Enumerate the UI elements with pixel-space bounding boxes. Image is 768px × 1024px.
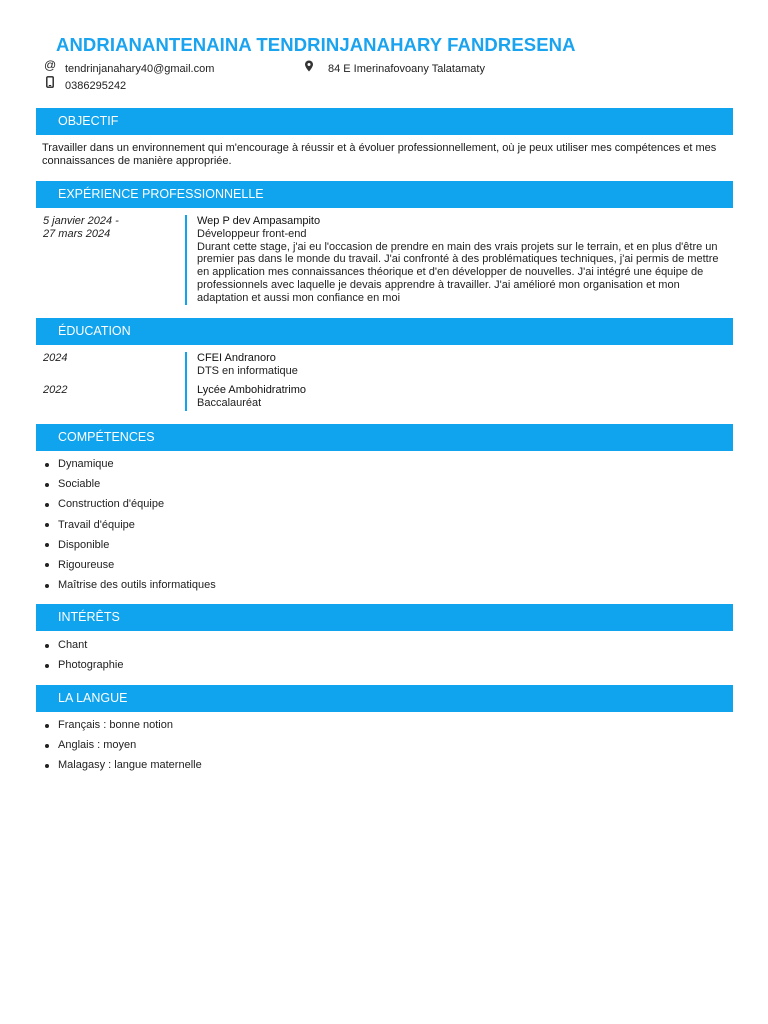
section-header-education: ÉDUCATION	[36, 318, 733, 345]
map-pin-icon	[303, 60, 315, 72]
address-text: 84 E Imerinafovoany Talatamaty	[328, 63, 485, 75]
list-item: Dynamique	[36, 454, 216, 474]
list-item: Photographie	[36, 655, 123, 675]
list-item: Travail d'équipe	[36, 515, 216, 535]
timeline-divider	[185, 215, 187, 305]
section-header-interests: INTÉRÊTS	[36, 604, 733, 631]
at-sign-icon: @	[44, 58, 57, 72]
mobile-phone-icon	[44, 76, 56, 88]
education-date: 2022	[43, 384, 68, 396]
education-school: CFEI Andranoro	[197, 352, 276, 364]
candidate-name: ANDRIANANTENAINA TENDRINJANAHARY FANDRESENA	[56, 34, 576, 55]
skills-list	[36, 454, 216, 595]
education-item	[197, 384, 732, 410]
education-school: Lycée Ambohidratrimo	[197, 384, 307, 396]
experience-description: Durant cette stage, j'ai eu l'occasion de prendre en main des vrais projets sur le terrain, et en plus d'être un premier pas dans le monde du travail. J'ai confronté à des problématiques techniques, j'ai permis de mettre en application mes connaissances théorique et d'en développer de nouvelles. J'ai intégré une équipe de professionnels avec laquelle je devais apprendre à travailler. J'ai amélioré mon organisation et mon adaptation et aussi mon confiance en moi	[197, 240, 719, 304]
experience-date: 5 janvier 2024 - 27 mars 2024	[43, 215, 119, 240]
experience-company: Wep P dev Ampasampito	[197, 215, 321, 227]
list-item: Maîtrise des outils informatiques	[36, 575, 216, 595]
interests-list	[36, 635, 123, 675]
education-degree: Baccalauréat	[197, 396, 262, 409]
objective-text: Travailler dans un environnement qui m'encourage à réussir et à évoluer professionnellement, où je peux utiliser mes compétences et mes connaissances de manière appropriée.	[42, 142, 717, 167]
section-header-experience: EXPÉRIENCE PROFESSIONNELLE	[36, 181, 733, 208]
experience-item	[36, 215, 733, 307]
list-item: Anglais : moyen	[36, 735, 202, 755]
education-item	[197, 352, 732, 378]
list-item: Chant	[36, 635, 123, 655]
education-list	[36, 352, 733, 412]
phone-text: 0386295242	[65, 80, 127, 92]
section-header-objective: OBJECTIF	[36, 108, 733, 135]
list-item: Sociable	[36, 474, 216, 494]
list-item: Construction d'équipe	[36, 494, 216, 514]
timeline-divider	[185, 352, 187, 411]
experience-details	[197, 215, 732, 305]
list-item: Français : bonne notion	[36, 715, 202, 735]
education-date: 2024	[43, 352, 68, 364]
email-text: tendrinjanahary40@gmail.com	[65, 63, 215, 75]
list-item: Malagasy : langue maternelle	[36, 755, 202, 775]
section-header-skills: COMPÉTENCES	[36, 424, 733, 451]
list-item: Disponible	[36, 535, 216, 555]
section-header-languages: LA LANGUE	[36, 685, 733, 712]
languages-list	[36, 715, 202, 776]
education-degree: DTS en informatique	[197, 364, 298, 377]
experience-role: Développeur front-end	[197, 227, 307, 240]
list-item: Rigoureuse	[36, 555, 216, 575]
